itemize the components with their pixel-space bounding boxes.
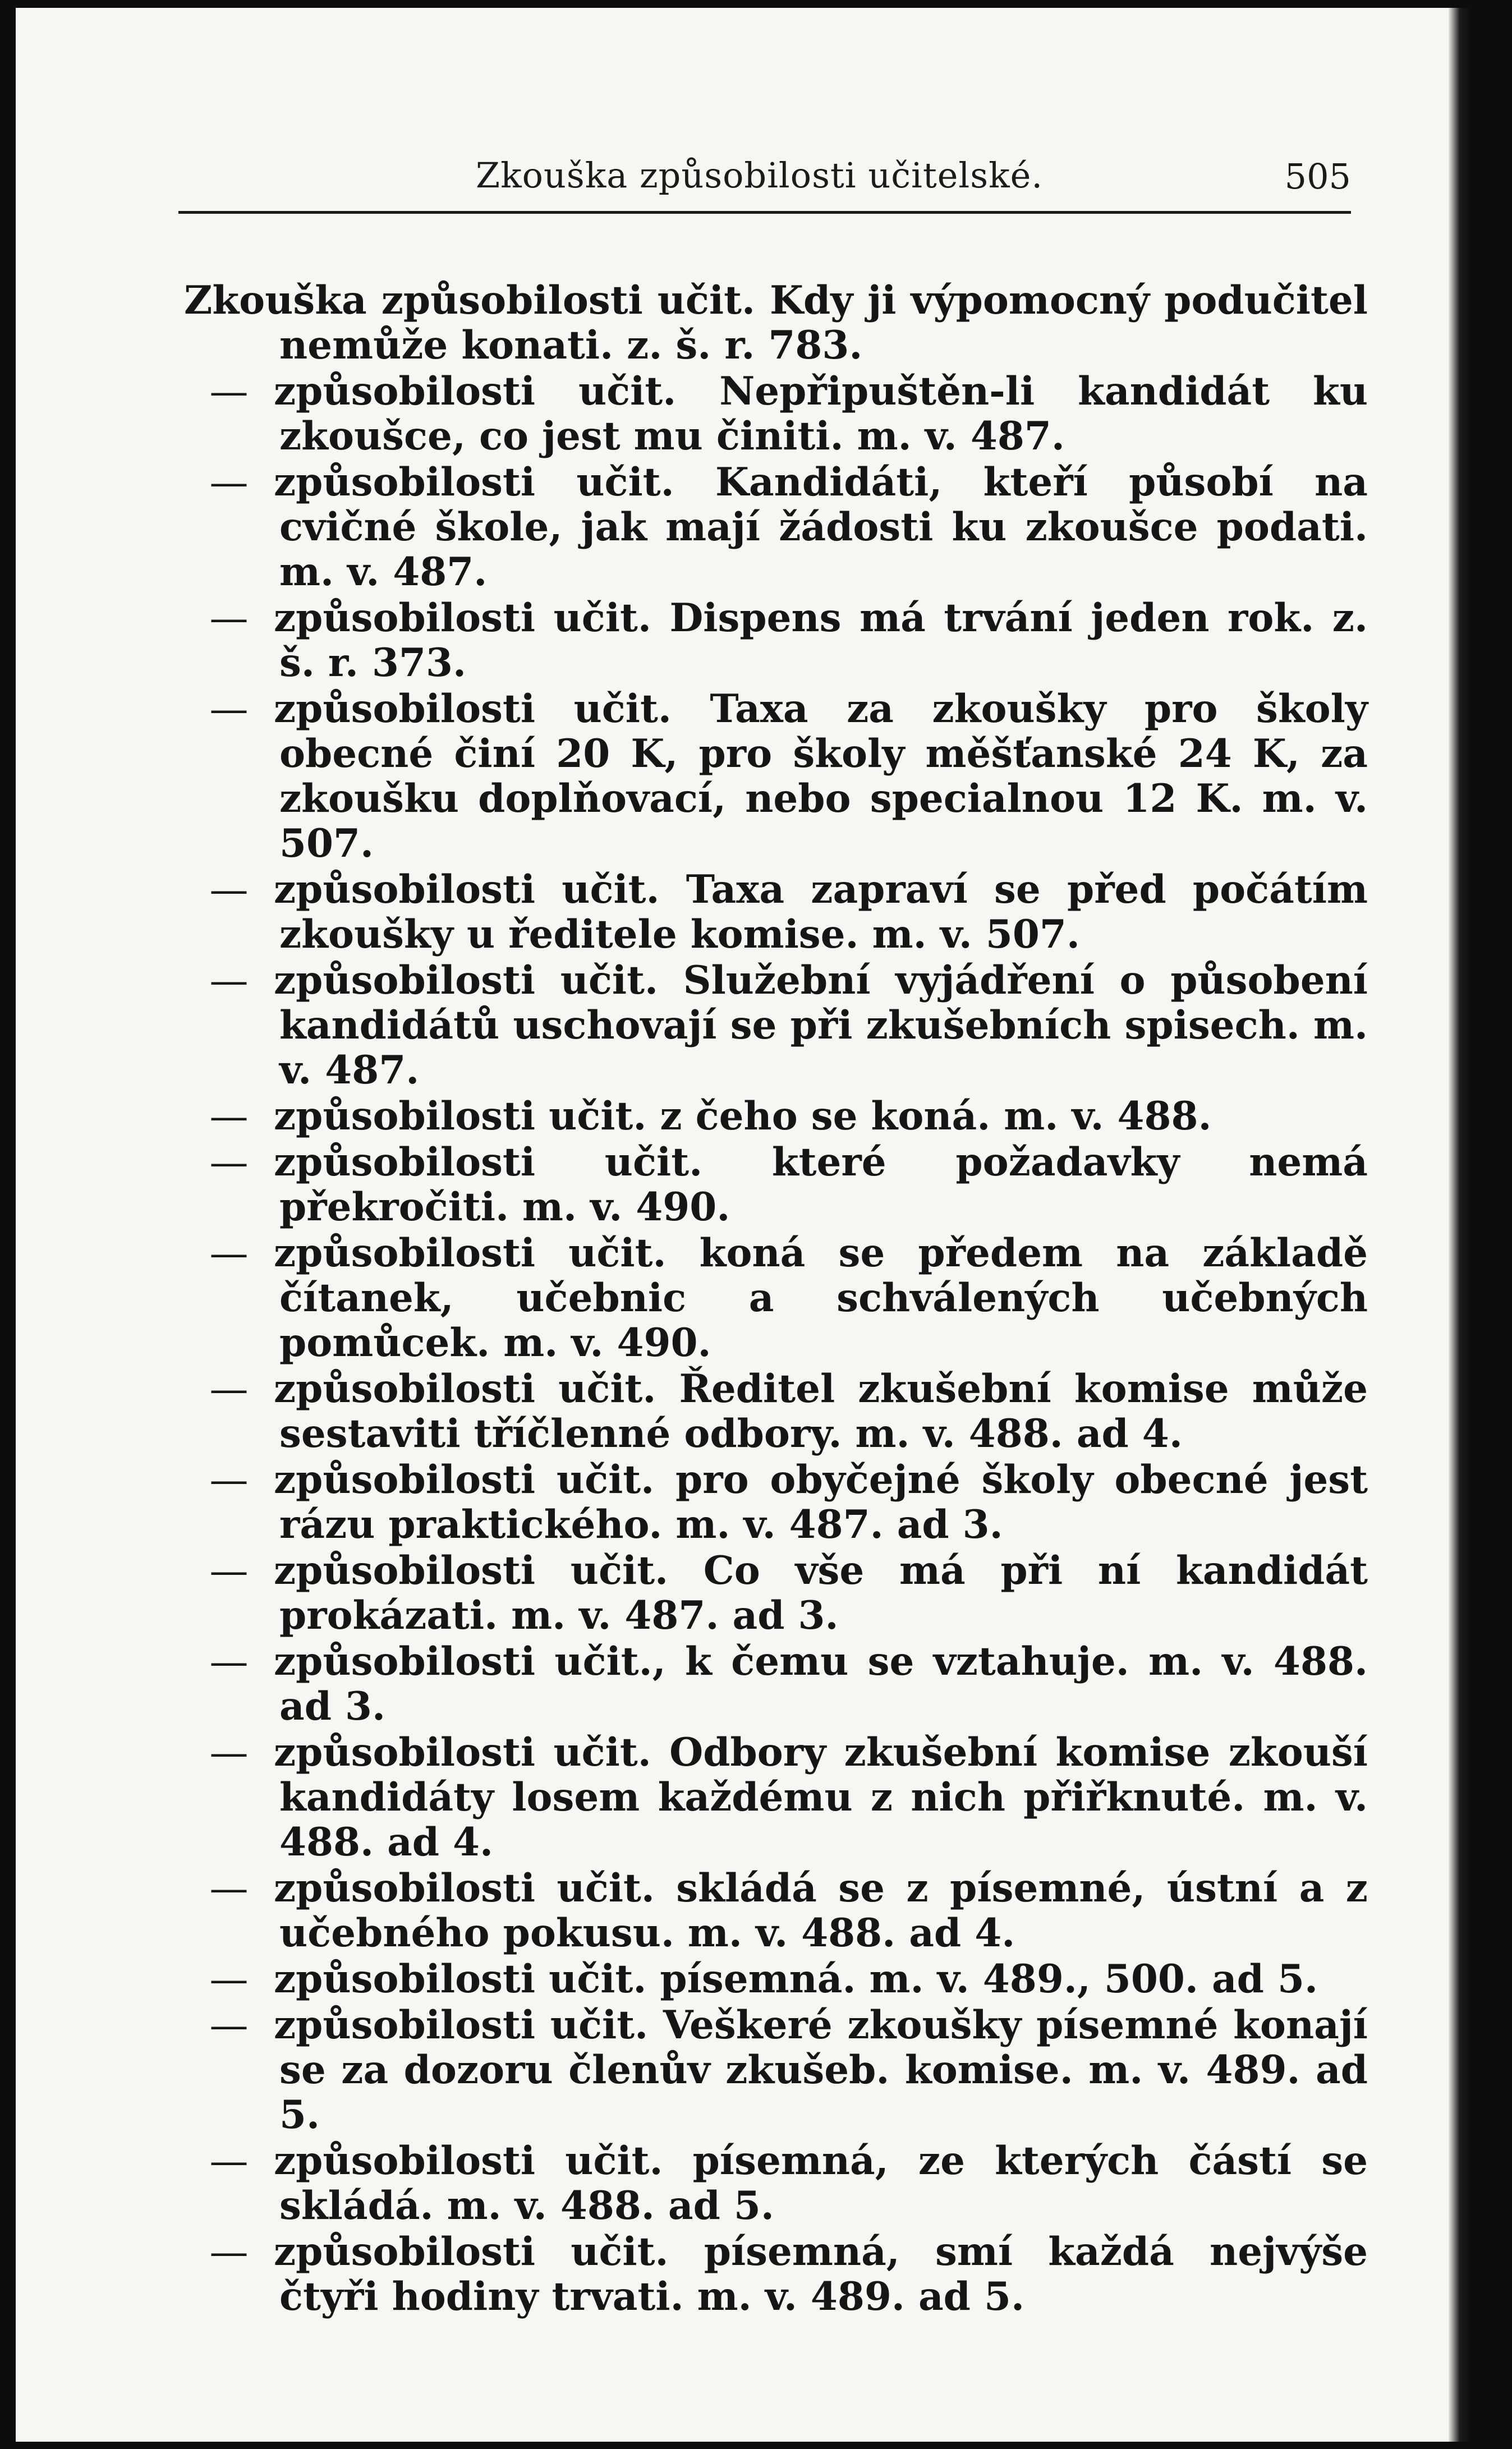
entry-dash: — [209,687,249,732]
header-rule [178,211,1351,214]
index-entry [184,2139,1368,2229]
index-entry [184,958,1368,1093]
index-entry [184,278,1368,368]
entry-dash: — [209,2139,249,2184]
entry-text: způsobilosti učit. koná se předem na základě čítanek, učebnic a schválených učebných pomůcek. m. v. 490. [274,1230,1368,1366]
index-entry [184,596,1368,686]
entry-text: způsobilosti učit. písemná, smí každá nejvýše čtyři hodiny trvati. m. v. 489. ad 5. [274,2229,1368,2319]
entry-text: způsobilosti učit. Dispens má trvání jeden rok. z. š. r. 373. [274,595,1368,686]
entry-text: způsobilosti učit. Veškeré zkoušky písemné konají se za dozoru členův zkušeb. komise. m. v. 489. ad 5. [274,2002,1368,2138]
index-entry [184,1094,1368,1139]
index-entry [184,2230,1368,2319]
entry-text: způsobilosti učit. Co vše má při ní kandidát prokázati. m. v. 487. ad 3. [274,1548,1368,1638]
page-edge-shadow [1449,8,1473,2442]
entry-dash: — [209,1458,249,1503]
entry-text: způsobilosti učit. písemná, ze kterých částí se skládá. m. v. 488. ad 5. [274,2138,1368,2229]
entry-dash: — [209,460,249,505]
entry-dash: — [209,1549,249,1593]
entry-dash: — [209,369,249,414]
index-entry [184,1458,1368,1547]
entry-dash: — [209,1140,249,1185]
entry-dash: — [209,1231,249,1276]
entry-text: způsobilosti učit. Ředitel zkušební komise může sestaviti tříčlenné odbory. m. v. 488. ad 4. [274,1366,1368,1456]
index-entries [184,278,1368,2319]
running-head [178,155,1351,205]
index-entry [184,1730,1368,1865]
entry-dash: — [209,1730,249,1775]
index-entry [184,867,1368,957]
entry-dash: — [209,1094,249,1139]
entry-text: způsobilosti učit. Nepřipuštěn-li kandidát ku zkoušce, co jest mu činiti. m. v. 487. [274,369,1368,459]
index-entry [184,1231,1368,1366]
entry-text: způsobilosti učit., k čemu se vztahuje. m. v. 488. ad 3. [274,1639,1368,1729]
index-entry [184,1549,1368,1638]
entry-text: způsobilosti učit. z čeho se koná. m. v. 488. [274,1093,1212,1139]
index-entry [184,1866,1368,1956]
entry-text: způsobilosti učit. Odbory zkušební komise zkouší kandidáty losem každému z nich přiřknuté. m. v. 488. ad 4. [274,1730,1368,1865]
index-entry [184,2003,1368,2138]
entry-dash: — [209,958,249,1003]
entry-dash: — [209,1367,249,1412]
index-entry [184,1140,1368,1230]
index-entry [184,687,1368,866]
entry-dash: — [209,1957,249,2002]
entry-dash: — [209,2230,249,2275]
entry-text: způsobilosti učit. které požadavky nemá překročiti. m. v. 490. [274,1140,1368,1230]
page-number: 505 [1284,156,1351,197]
index-entry [184,1957,1368,2002]
index-entry [184,369,1368,459]
entry-text: Zkouška způsobilosti učit. Kdy ji výpomocný podučitel nemůže konati. z. š. r. 783. [184,278,1368,368]
entry-dash: — [209,1639,249,1684]
entry-text: způsobilosti učit. Taxa za zkoušky pro školy obecné činí 20 K, pro školy měšťanské 24 K, za zkoušku doplňovací, nebo specialnou 12 K. m. v. 507. [274,686,1368,866]
entry-dash: — [209,1866,249,1911]
entry-text: způsobilosti učit. skládá se z písemné, ústní a z učebného pokusu. m. v. 488. ad 4. [274,1866,1368,1956]
entry-dash: — [209,596,249,641]
running-title: Zkouška způsobilosti učitelské. [476,155,1044,196]
entry-dash: — [209,867,249,912]
book-page [16,8,1473,2442]
entry-text: způsobilosti učit. Služební vyjádření o působení kandidátů uschovají se při zkušebních spisech. m. v. 487. [274,958,1368,1093]
entry-text: způsobilosti učit. pro obyčejné školy obecné jest rázu praktického. m. v. 487. ad 3. [274,1457,1368,1547]
entry-text: způsobilosti učit. písemná. m. v. 489., 500. ad 5. [274,1956,1318,2002]
index-entry [184,460,1368,595]
entry-dash: — [209,2003,249,2048]
index-entry [184,1639,1368,1729]
index-entry [184,1367,1368,1456]
entry-text: způsobilosti učit. Kandidáti, kteří působí na cvičné škole, jak mají žádosti ku zkoušce podati. m. v. 487. [274,460,1368,595]
entry-text: způsobilosti učit. Taxa zapraví se před počátím zkoušky u ředitele komise. m. v. 507. [274,867,1368,957]
